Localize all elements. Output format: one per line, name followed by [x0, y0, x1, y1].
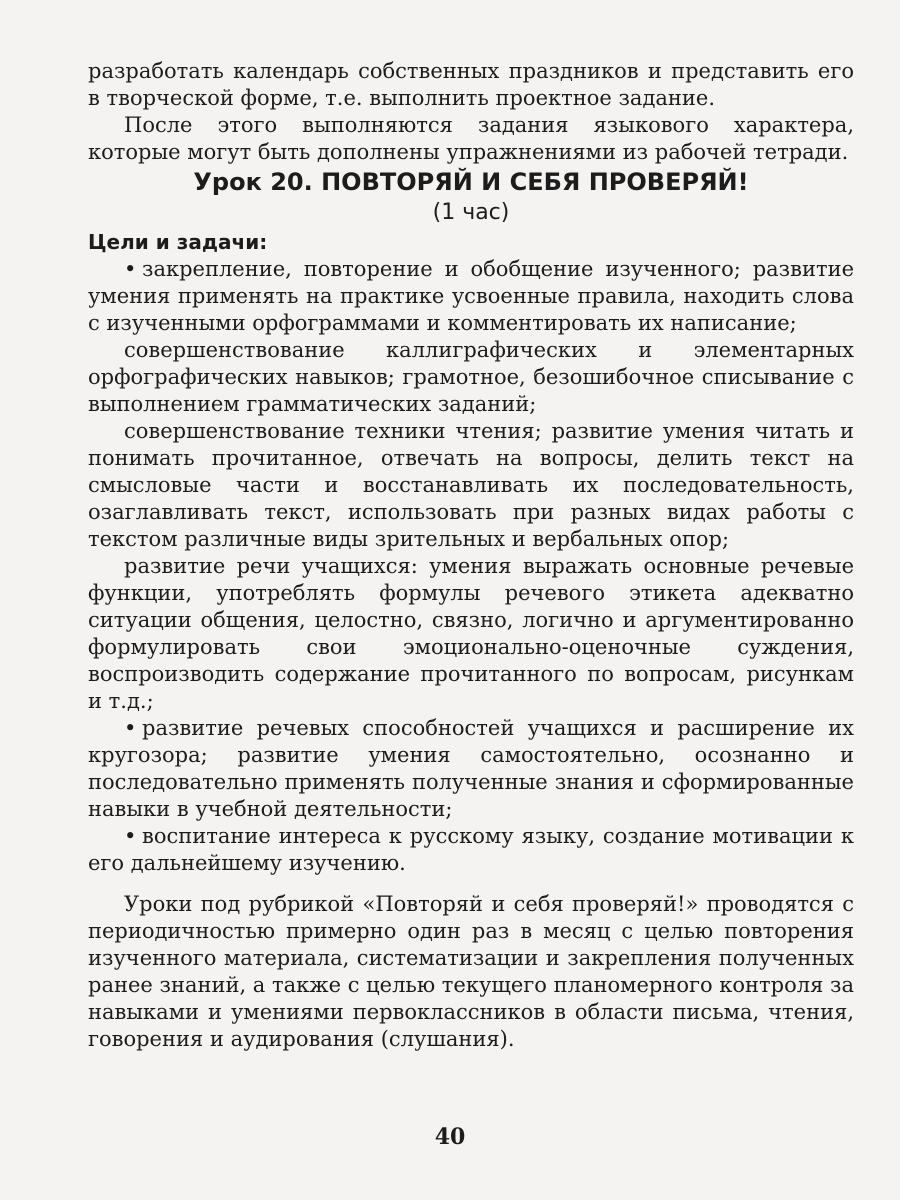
goal-item — [88, 823, 854, 877]
goal-text: совершенствование каллиграфических и элементарных орфографических навыков; грамотное, безошибочное списывание с выполнением грамматических заданий; — [88, 338, 854, 416]
page-body — [88, 58, 854, 1053]
goal-item — [88, 337, 854, 418]
goal-item — [88, 553, 854, 715]
lesson-title: Урок 20. ПОВТОРЯЙ И СЕБЯ ПРОВЕРЯЙ! — [193, 168, 749, 196]
goal-text: развитие речевых способностей учащихся и расширение их кругозора; развитие умения самостоятельно, осознанно и последовательно применять полученные знания и сформированные навыки в учебной деятельности; — [88, 716, 854, 821]
goal-text: воспитание интереса к русскому языку, создание мотивации к его дальнейшему изучению. — [88, 824, 854, 875]
bullet-icon: • — [124, 716, 137, 740]
intro-paragraph-2: После этого выполняются задания языкового характера, которые могут быть дополнены упражнениями из рабочей тетради. — [88, 113, 854, 164]
bullet-icon: • — [124, 257, 137, 281]
goal-item — [88, 418, 854, 553]
goal-text: совершенствование техники чтения; развитие умения читать и понимать прочитанное, отвечать на вопросы, делить текст на смысловые части и восстанавливать их последовательность, озаглавливать текст, использовать при разных видах работы с текстом различные виды зрительных и вербальных опор; — [88, 419, 854, 551]
goal-item — [88, 715, 854, 823]
goal-item — [88, 256, 854, 337]
goal-text: развитие речи учащихся: умения выражать основные речевые функции, употреблять формулы речевого этикета адекватно ситуации общения, целостно, связно, логично и аргументированно формулировать свои эмоционально-оценочные суждения, воспроизводить содержание прочитанного по вопросам, рисункам и т.д.; — [88, 554, 854, 713]
bullet-icon: • — [124, 824, 137, 848]
closing-paragraph: Уроки под рубрикой «Повторяй и себя проверяй!» проводятся с периодичностью примерно один раз в месяц с целью повторения изученного материала, систематизации и закрепления полученных ранее знаний, а также с целью текущего планомерного контроля за навыками и умениями первоклассников в области письма, чтения, говорения и аудирования (слушания). — [88, 892, 854, 1051]
page-number: 40 — [434, 1124, 466, 1150]
intro-paragraph-1: разработать календарь собственных праздников и представить его в творческой форме, т.е. выполнить проектное задание. — [88, 59, 854, 110]
goals-heading: Цели и задачи: — [88, 230, 268, 254]
goals-list — [88, 256, 854, 877]
goal-text: закрепление, повторение и обобщение изученного; развитие умения применять на практике усвоенные правила, находить слова с изученными орфограммами и комментировать их написание; — [88, 257, 854, 335]
lesson-duration: (1 час) — [432, 200, 510, 225]
